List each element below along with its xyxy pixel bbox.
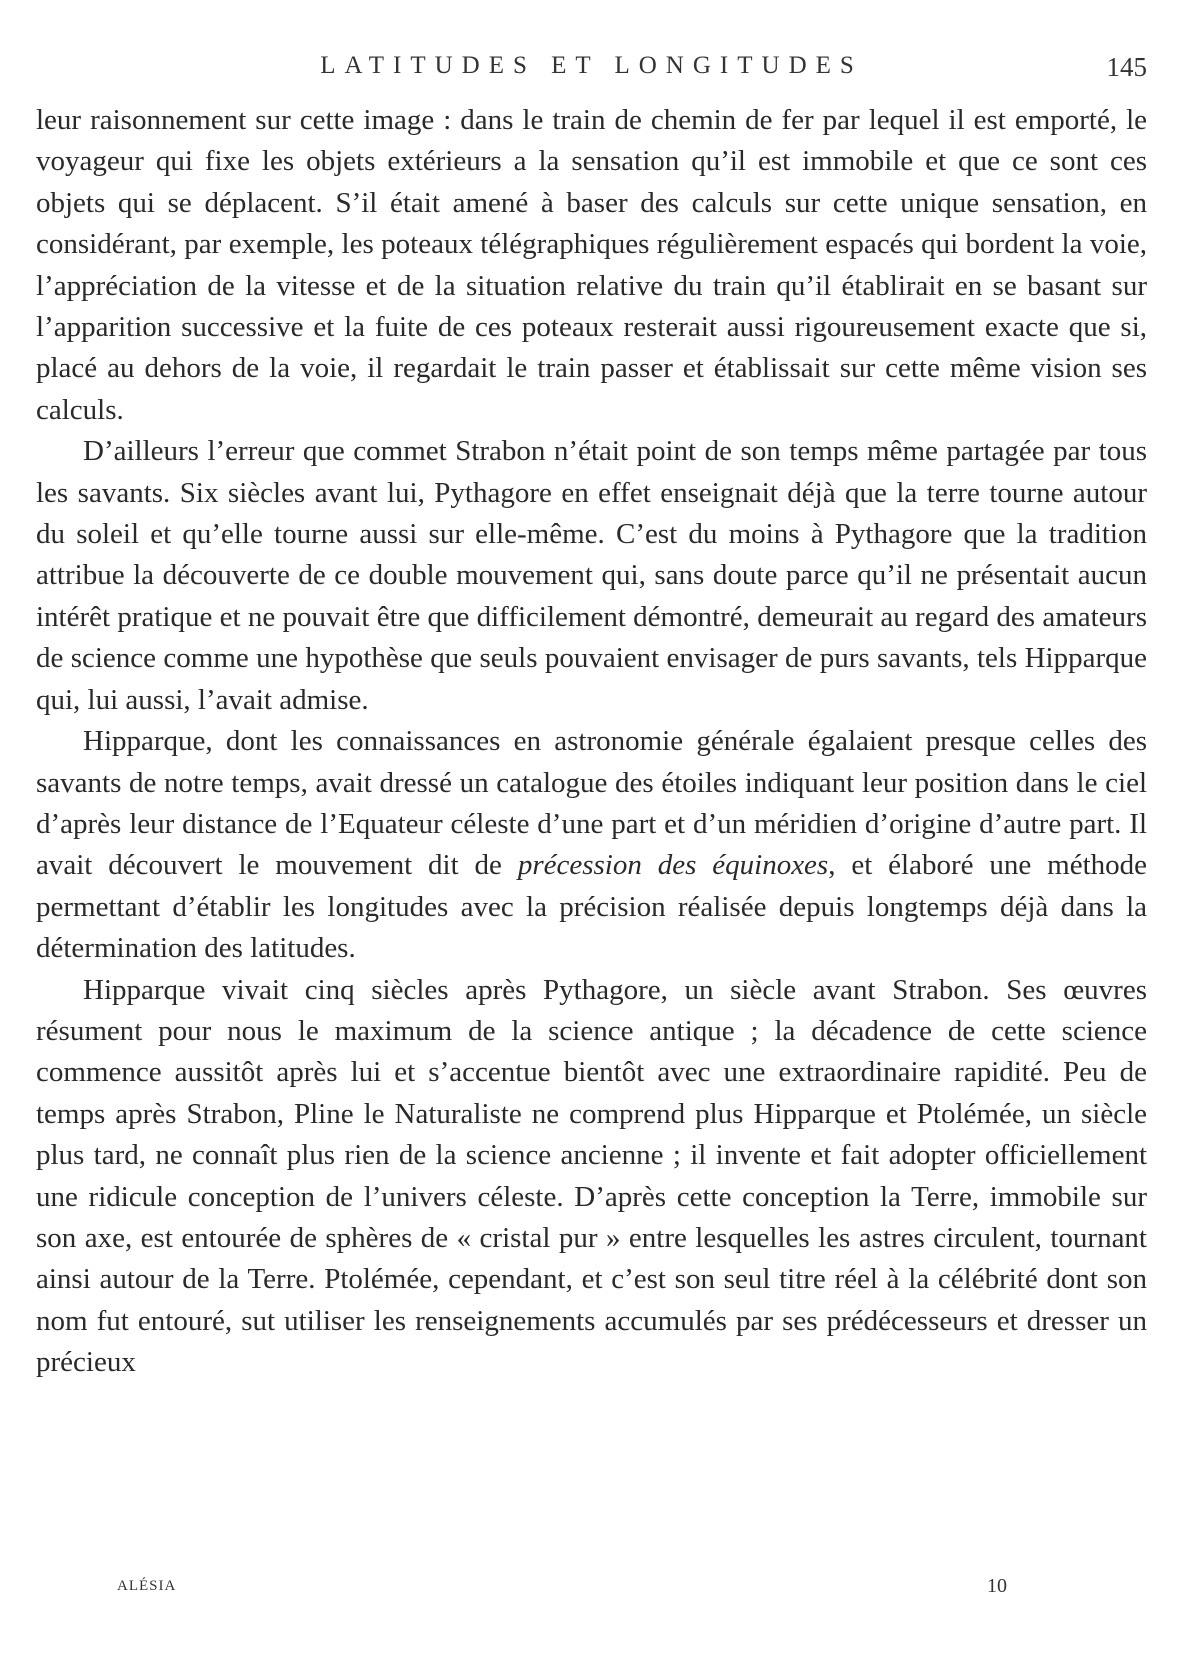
running-head (36, 48, 1147, 88)
paragraph-1: leur raisonnement sur cette image : dans le train de chemin de fer par lequel il est emporté, le voyageur qui fixe les objets extérieurs a la sensation qu’il est immobile et que ce sont ces objets qui se déplacent. S’il était amené à baser des calculs sur cette unique sensation, en considérant, par exemple, les poteaux télégraphiques régulièrement espacés qui bordent la voie, l’appréciation de la vitesse et de la situation relative du train qu’il établirait en se basant sur l’apparition successive et la fuite de ces poteaux resterait aussi rigoureusement exacte que si, placé au dehors de la voie, il regardait le train passer et établissait sur cette même vision ses calculs. (36, 104, 1147, 426)
page-footer (36, 1575, 1147, 1608)
paragraph-2: D’ailleurs l’erreur que commet Strabon n’était point de son temps même partagée par tous les savants. Six siècles avant lui, Pythagore en effet enseignait déjà que la terre tourne autour du soleil et qu’elle tourne aussi sur elle-même. C’est du moins à Pythagore que la tradition attribue la découverte de ce double mouvement qui, sans doute parce qu’il ne présentait aucun intérêt pratique et ne pouvait être que difficilement démontré, demeurait au regard des amateurs de science comme une hypothèse que seuls pouvaient envisager de purs savants, tels Hipparque qui, lui aussi, l’avait admise. (36, 435, 1147, 716)
running-title: LATITUDES ET LONGITUDES (320, 52, 863, 79)
paragraph-3 (36, 721, 1147, 969)
page-number: 145 (1106, 52, 1147, 82)
paragraph-3-text-end: , et élaboré une méthode permettant d’établir les longitudes avec la précision réalisée depuis longtemps déjà dans la détermination des latitudes. (36, 849, 1147, 965)
printer-signature: ALÉSIA (117, 1578, 177, 1594)
paragraph-4: Hipparque vivait cinq siècles après Pythagore, un siècle avant Strabon. Ses œuvres résument pour nous le maximum de la science antique ; la décadence de cette science commence aussitôt après lui et s’accentue bientôt avec une extraordinaire rapidité. Peu de temps après Strabon, Pline le Naturaliste ne comprend plus Hipparque et Ptolémée, un siècle plus tard, ne connaît plus rien de la science ancienne ; il invente et fait adopter officiellement une ridicule conception de l’univers céleste. D’après cette conception la Terre, immobile sur son axe, est entourée de sphères de « cristal pur » entre lesquelles les astres circulent, tournant ainsi autour de la Terre. Ptolémée, cependant, et c’est son seul titre réel à la célébrité dont son nom fut entouré, sut utiliser les renseignements accumulés par ses prédécesseurs et dresser un précieux (36, 973, 1147, 1379)
italic-term: précession des équinoxes (517, 849, 829, 882)
body-text (36, 100, 1147, 1384)
paragraph-3-text-start: Hipparque, dont les connaissances en astronomie générale égalaient presque celles des savants de notre temps, avait dressé un catalogue des étoiles indiquant leur position dans le ciel d’après leur distance de l’Equateur céleste d’une part et d’un méridien d’origine d’autre part. Il avait découvert le mouvement dit de (36, 725, 1147, 882)
sheet-number: 10 (987, 1575, 1007, 1597)
